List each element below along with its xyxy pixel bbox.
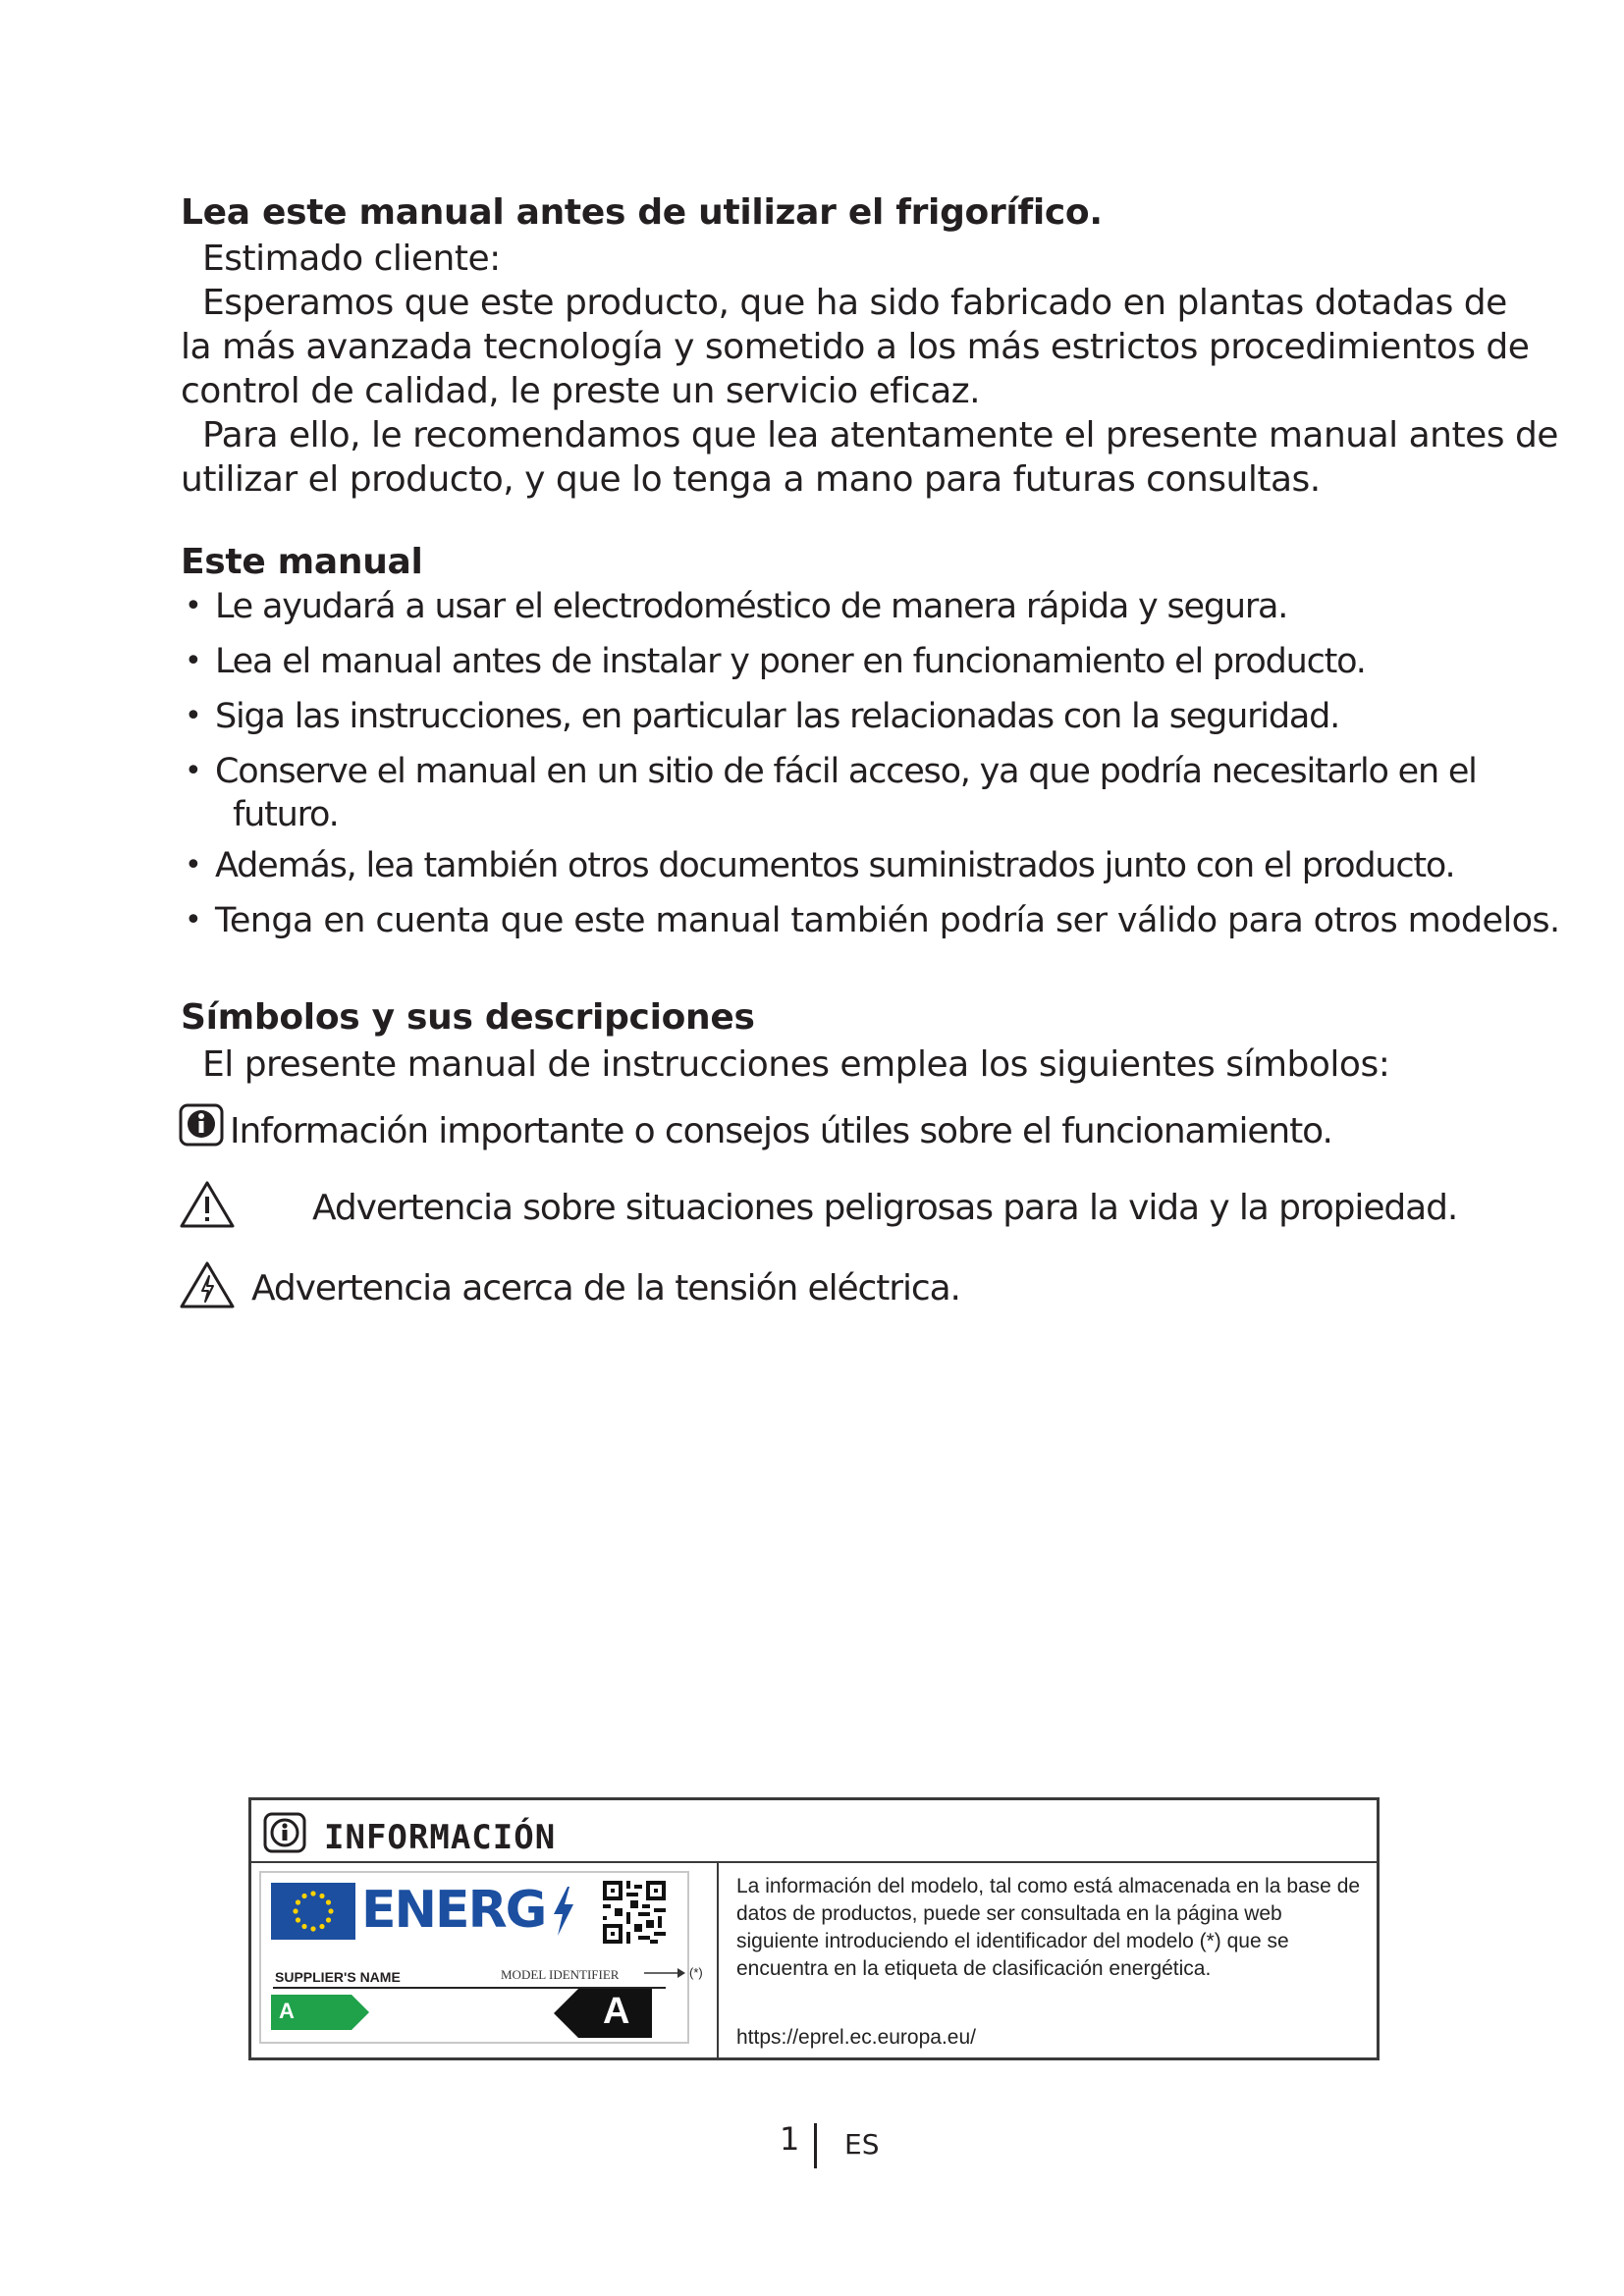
list-item: • Le ayudará a usar el electrodoméstico de manera rápida y segura. — [185, 587, 1288, 626]
intro-para2-line2: utilizar el producto, y que lo tenga a mano para futuras consultas. — [181, 459, 1321, 500]
list-item: • Siga las instrucciones, en particular las relacionadas con la seguridad. — [185, 697, 1340, 736]
energy-label-text: ENERG — [361, 1881, 546, 1940]
model-asterisk: (*) — [689, 1965, 703, 1980]
eu-flag-icon — [271, 1883, 355, 1940]
page-number: 1 — [780, 2120, 800, 2158]
symbols-intro: El presente manual de instrucciones emplea los siguientes símbolos: — [202, 1044, 1390, 1085]
section-heading-symbols: Símbolos y sus descripciones — [181, 997, 755, 1038]
language-code: ES — [844, 2128, 880, 2161]
info-box-text-area — [719, 1863, 1377, 2059]
model-identifier: MODEL IDENTIFIER — [501, 1967, 620, 1982]
list-item: • Además, lea también otros documentos suministrados junto con el producto. — [185, 846, 1455, 885]
energy-label-image — [259, 1871, 703, 2044]
symbol-info-text: Información importante o consejos útiles sobre el funcionamiento. — [230, 1111, 1332, 1151]
intro-para1-line2: la más avanzada tecnología y sometido a los más estrictos procedimientos de — [181, 327, 1530, 367]
list-item: • Lea el manual antes de instalar y poner en funcionamiento el producto. — [185, 642, 1366, 681]
intro-para1-line3: control de calidad, le preste un servicio eficaz. — [181, 371, 981, 411]
eprel-link[interactable]: https://eprel.ec.europa.eu/ — [736, 2026, 976, 2049]
page-title: Lea este manual antes de utilizar el frigorífico. — [181, 192, 1103, 233]
qr-code-icon — [603, 1881, 666, 1944]
info-box-description: La información del modelo, tal como está almacenada en la base de datos de productos, puede ser consultada en la página web siguiente introduciendo el identificador del modelo (*) que se encuentra en la etiqueta de clasificación energética. — [736, 1875, 1361, 1980]
info-box-header — [251, 1800, 1377, 1863]
info-icon — [263, 1812, 306, 1853]
list-item: • Conserve el manual en un sitio de fácil acceso, ya que podría necesitarlo en el futuro. — [185, 752, 1477, 834]
manual-bullet-list — [181, 585, 1560, 954]
symbol-electric-text: Advertencia acerca de la tensión eléctrica. — [251, 1268, 960, 1308]
information-box — [248, 1797, 1380, 2060]
info-box-title: INFORMACIÓN — [324, 1818, 557, 1857]
list-item: • Tenga en cuenta que este manual también podría ser válido para otros modelos. — [185, 901, 1560, 940]
greeting: Estimado cliente: — [202, 239, 501, 279]
section-heading-manual: Este manual — [181, 542, 423, 582]
supplier-name: SUPPLIER'S NAME — [275, 1969, 401, 1985]
energy-label-area — [251, 1863, 719, 2059]
energy-class-green-label: A — [279, 1999, 295, 2023]
symbol-warning-text: Advertencia sobre situaciones peligrosas para la vida y la propiedad. — [312, 1188, 1458, 1228]
footer-divider — [814, 2123, 817, 2168]
electric-warning-icon — [179, 1260, 236, 1309]
energy-class-black-label: A — [603, 1991, 630, 2032]
intro-para1-line1: Esperamos que este producto, que ha sido fabricado en plantas dotadas de — [202, 283, 1507, 323]
info-icon — [179, 1103, 224, 1148]
lightning-icon — [552, 1887, 575, 1936]
arrow-right-icon — [644, 1966, 687, 1980]
warning-triangle-icon — [179, 1180, 236, 1229]
intro-para2-line1: Para ello, le recomendamos que lea atentamente el presente manual antes de — [202, 415, 1558, 455]
